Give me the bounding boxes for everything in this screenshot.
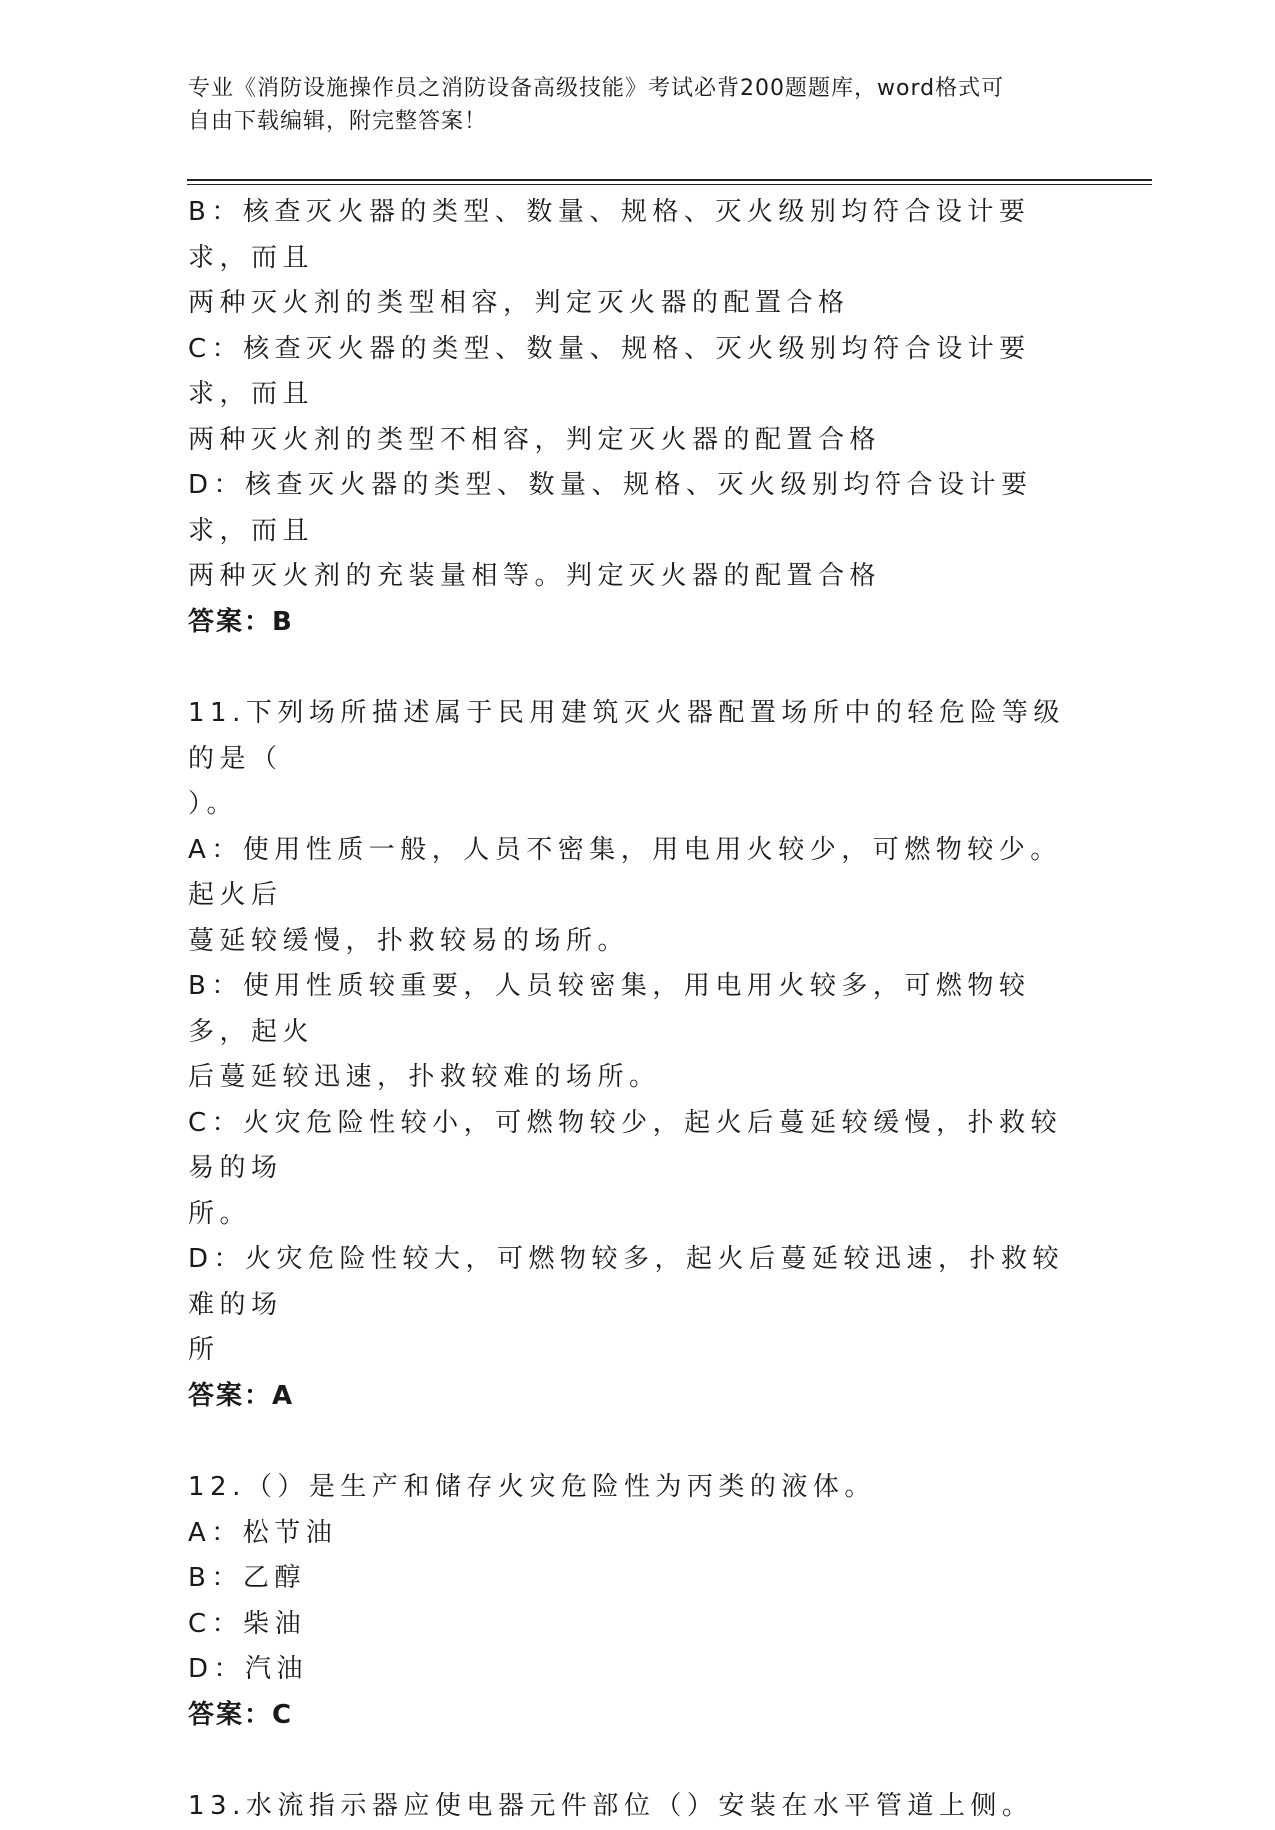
question-12 (188, 1465, 1088, 1738)
option-c-line-1: C：火灾危险性较小，可燃物较少，起火后蔓延较缓慢，扑救较易的场 (188, 1107, 1063, 1183)
option-a-line-2: 蔓延较缓慢，扑救较易的场所。 (188, 925, 630, 956)
question-stem: 13.水流指示器应使电器元件部位（）安装在水平管道上侧。 (188, 1791, 1034, 1821)
question-10-remainder (188, 190, 1088, 645)
option-d-line-2: 两种灭火剂的充装量相等。判定灭火器的配置合格 (188, 561, 882, 591)
answer: 答案：A (188, 1380, 295, 1411)
option-d-line-2: 所 (188, 1335, 220, 1365)
option-b-line-2: 后蔓延较迅速，扑救较难的场所。 (188, 1062, 661, 1092)
option-b: B：乙醇 (188, 1563, 306, 1593)
option-b-line-1: B：核查灭火器的类型、数量、规格、灭火级别均符合设计要求，而且 (188, 197, 1031, 273)
option-d: D：汽油 (188, 1654, 309, 1684)
header-rule-thick (187, 179, 1152, 181)
option-c: C：柴油 (188, 1608, 307, 1639)
question-11 (188, 691, 1088, 1419)
option-b-line-2: 两种灭火剂的类型相容，判定灭火器的配置合格 (188, 288, 850, 318)
option-d-line-1: D：火灾危险性较大，可燃物较多，起火后蔓延较迅速，扑救较难的场 (188, 1244, 1065, 1320)
option-c-line-1: C：核查灭火器的类型、数量、规格、灭火级别均符合设计要求，而且 (188, 333, 1031, 409)
answer: 答案：C (188, 1699, 294, 1730)
page-header (188, 72, 1068, 138)
option-c-line-2: 所。 (188, 1198, 252, 1229)
option-b-line-1: B：使用性质较重要，人员较密集，用电用火较多，可燃物较多，起火 (188, 971, 1031, 1047)
header-line-2: 自由下载编辑，附完整答案！ (188, 109, 488, 134)
spacer (188, 1738, 1088, 1784)
answer: 答案：B (188, 606, 294, 637)
question-stem: 12.（）是生产和储存火灾危险性为丙类的液体。 (188, 1472, 876, 1502)
spacer (188, 1419, 1088, 1465)
spacer (188, 645, 1088, 691)
option-d-line-1: D：核查灭火器的类型、数量、规格、灭火级别均符合设计要求，而且 (188, 470, 1033, 546)
question-stem-line-1: 11.下列场所描述属于民用建筑灭火器配置场所中的轻危险等级的是（ (188, 698, 1065, 774)
question-13 (188, 1784, 1088, 1830)
option-a: A：松节油 (188, 1517, 338, 1548)
option-c-line-2: 两种灭火剂的类型不相容，判定灭火器的配置合格 (188, 424, 882, 455)
document-body (188, 190, 1088, 1830)
question-stem-line-2: ）。 (188, 789, 239, 819)
header-rule-thin (187, 184, 1152, 185)
option-a-line-1: A：使用性质一般，人员不密集，用电用火较少，可燃物较少。起火后 (188, 834, 1062, 910)
header-line-1: 专业《消防设施操作员之消防设备高级技能》考试必背200题题库，word格式可 (188, 76, 1005, 101)
